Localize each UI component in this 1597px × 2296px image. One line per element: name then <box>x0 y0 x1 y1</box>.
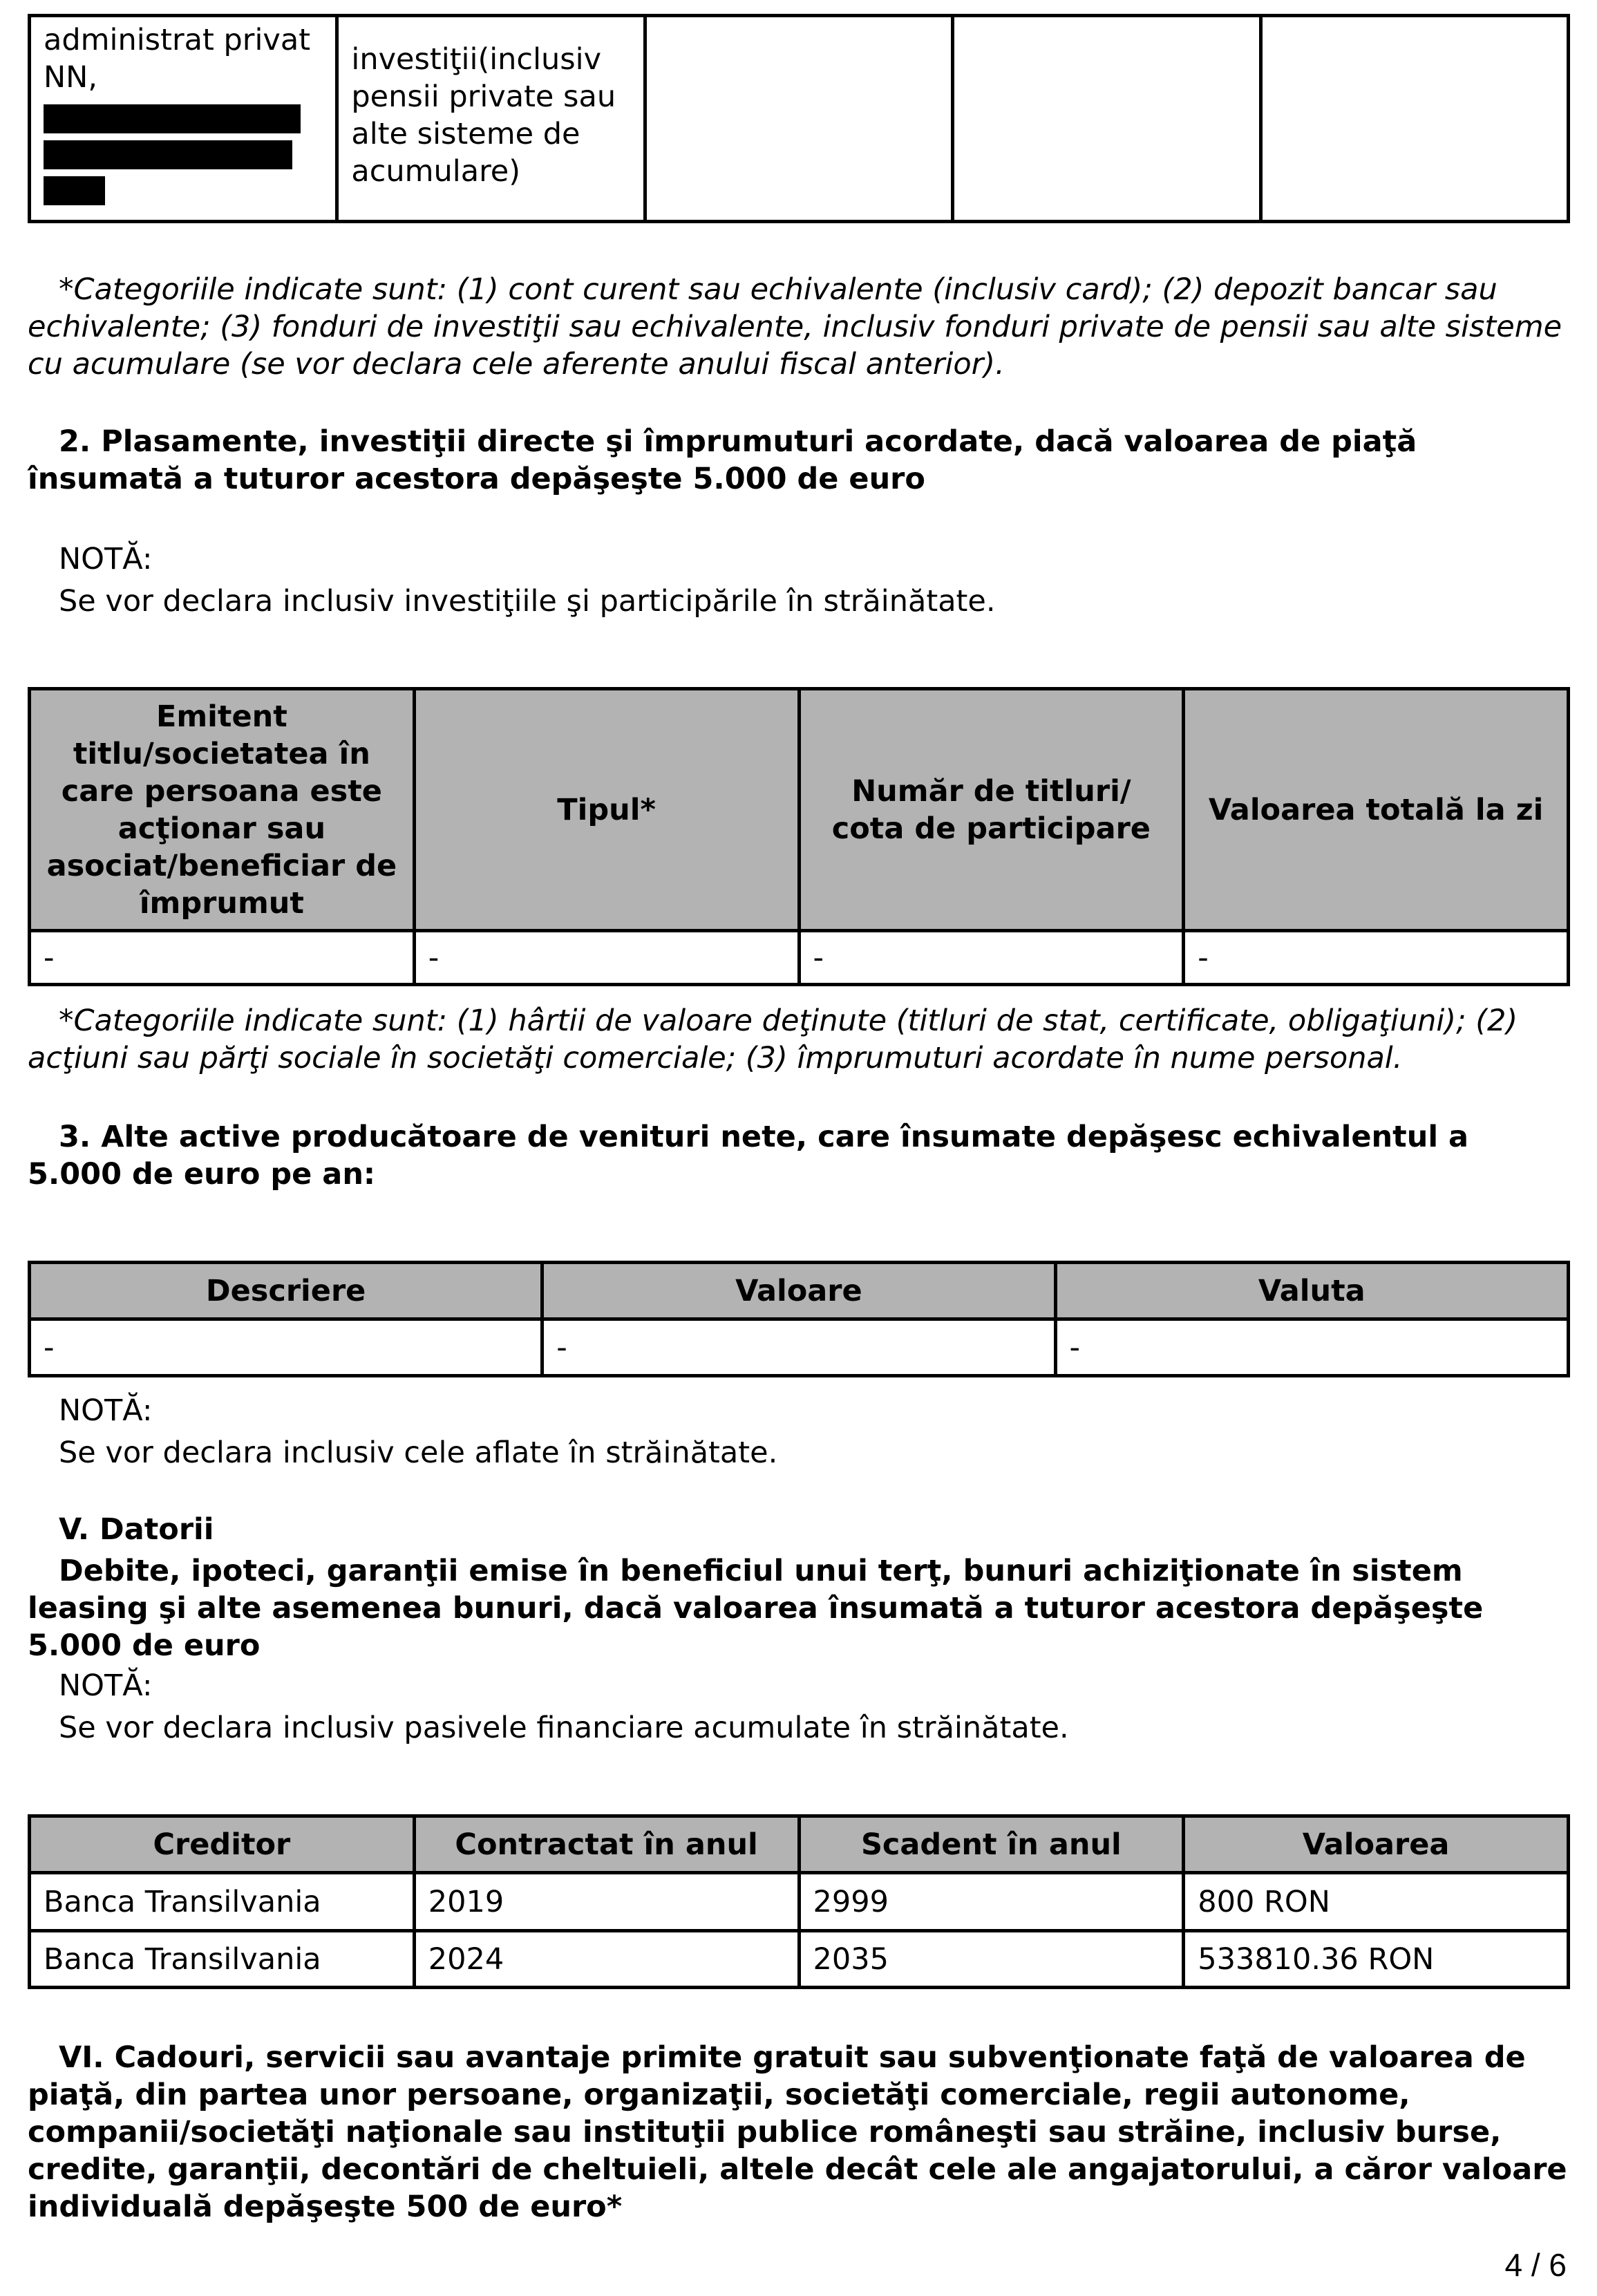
column-header: Valoare <box>542 1263 1055 1319</box>
table-cell: 2019 <box>414 1873 799 1931</box>
redaction-bar <box>44 140 292 169</box>
footnote: *Categoriile indicate sunt: (1) cont curent sau echivalente (inclusiv card); (2) depozit bancar sau echivalente; (3) fonduri de investiţii sau echivalente, inclusiv fonduri private de pensii sau alte sisteme cu acumulare (se vor declara cele aferente anului fiscal anterior). <box>28 272 1562 382</box>
table-cell: Banca Transilvania <box>30 1873 415 1931</box>
table-header-row <box>30 1263 1569 1319</box>
table-cell: - <box>799 931 1184 985</box>
note-text: Se vor declara inclusiv investiţiile şi participările în străinătate. <box>59 584 996 619</box>
debts-table <box>28 1814 1570 1989</box>
table-cell <box>1260 16 1568 222</box>
column-header: Tipul* <box>414 689 799 931</box>
table-row <box>30 931 1569 985</box>
column-header: Valuta <box>1055 1263 1569 1319</box>
note-label: NOTĂ: <box>59 542 153 576</box>
table-cell: - <box>1055 1319 1569 1376</box>
table-cell <box>953 16 1260 222</box>
table-cell: - <box>30 931 415 985</box>
note-text: Se vor declara inclusiv pasivele financiare acumulate în străinătate. <box>59 1711 1069 1745</box>
section-heading: Debite, ipoteci, garanţii emise în beneficiul unui terţ, bunuri achiziţionate în sistem leasing şi alte asemenea bunuri, dacă valoarea însumată a tuturor acestora depăşeşte 5.000 de euro <box>28 1554 1484 1663</box>
table-cell: - <box>414 931 799 985</box>
column-header: Număr de titluri/ cota de participare <box>799 689 1184 931</box>
note-label: NOTĂ: <box>59 1668 153 1703</box>
column-header: Valoarea <box>1184 1816 1569 1873</box>
table-cell <box>30 16 337 222</box>
table-cell: 2999 <box>799 1873 1184 1931</box>
table-cell: - <box>542 1319 1055 1376</box>
redaction-bar <box>44 176 105 205</box>
table-row <box>30 1931 1569 1988</box>
table-cell: 2035 <box>799 1931 1184 1988</box>
section-heading: 3. Alte active producătoare de venituri nete, care însumate depăşesc echivalentul a 5.000 de euro pe an: <box>28 1120 1469 1192</box>
table-row <box>30 16 1569 222</box>
cell-text: investiţii(inclusiv pensii private sau alte sisteme de acumulare) <box>351 42 616 189</box>
redaction-bar <box>44 104 301 133</box>
table-cell: Banca Transilvania <box>30 1931 415 1988</box>
top-table <box>28 14 1570 223</box>
note-label: NOTĂ: <box>59 1393 153 1428</box>
section-heading: VI. Cadouri, servicii sau avantaje primite gratuit sau subvenţionate faţă de valoarea de piaţă, din partea unor persoane, organizaţii, societăţi comerciale, regii autonome, companii/societăţi naţionale sau instituţii publice româneşti sau străine, inclusiv burse, credite, garanţii, decontări de cheltuieli, altele decât cele ale angajatorului, a căror valoare individuală depăşeşte 500 de euro* <box>28 2040 1567 2224</box>
table-cell: 533810.36 RON <box>1184 1931 1569 1988</box>
table-cell: - <box>1184 931 1569 985</box>
table-cell <box>645 16 952 222</box>
table-cell: 2024 <box>414 1931 799 1988</box>
column-header: Creditor <box>30 1816 415 1873</box>
table-header-row <box>30 689 1569 931</box>
section-title: V. Datorii <box>59 1512 214 1547</box>
table-cell: - <box>30 1319 542 1376</box>
table-row <box>30 1873 1569 1931</box>
table-header-row <box>30 1816 1569 1873</box>
column-header: Descriere <box>30 1263 542 1319</box>
table-cell <box>337 16 645 222</box>
table-row <box>30 1319 1569 1376</box>
investments-table <box>28 687 1570 986</box>
other-assets-table <box>28 1261 1570 1377</box>
section-heading: 2. Plasamente, investiţii directe şi împrumuturi acordate, dacă valoarea de piaţă însumată a tuturor acestora depăşeşte 5.000 de euro <box>28 424 1417 496</box>
column-header: Valoarea totală la zi <box>1184 689 1569 931</box>
footnote: *Categoriile indicate sunt: (1) hârtii de valoare deţinute (titluri de stat, certificate, obligaţiuni); (2) acţiuni sau părţi sociale în societăţi comerciale; (3) împrumuturi acordate în nume personal. <box>28 1004 1518 1075</box>
page-number: 4 / 6 <box>1504 2247 1567 2283</box>
column-header: Contractat în anul <box>414 1816 799 1873</box>
column-header: Scadent în anul <box>799 1816 1184 1873</box>
note-text: Se vor declara inclusiv cele aflate în străinătate. <box>59 1436 778 1470</box>
column-header: Emitent titlu/societatea în care persoana este acţionar sau asociat/beneficiar de împrumut <box>30 689 415 931</box>
table-cell: 800 RON <box>1184 1873 1569 1931</box>
cell-text: administrat privat NN, <box>44 23 311 95</box>
